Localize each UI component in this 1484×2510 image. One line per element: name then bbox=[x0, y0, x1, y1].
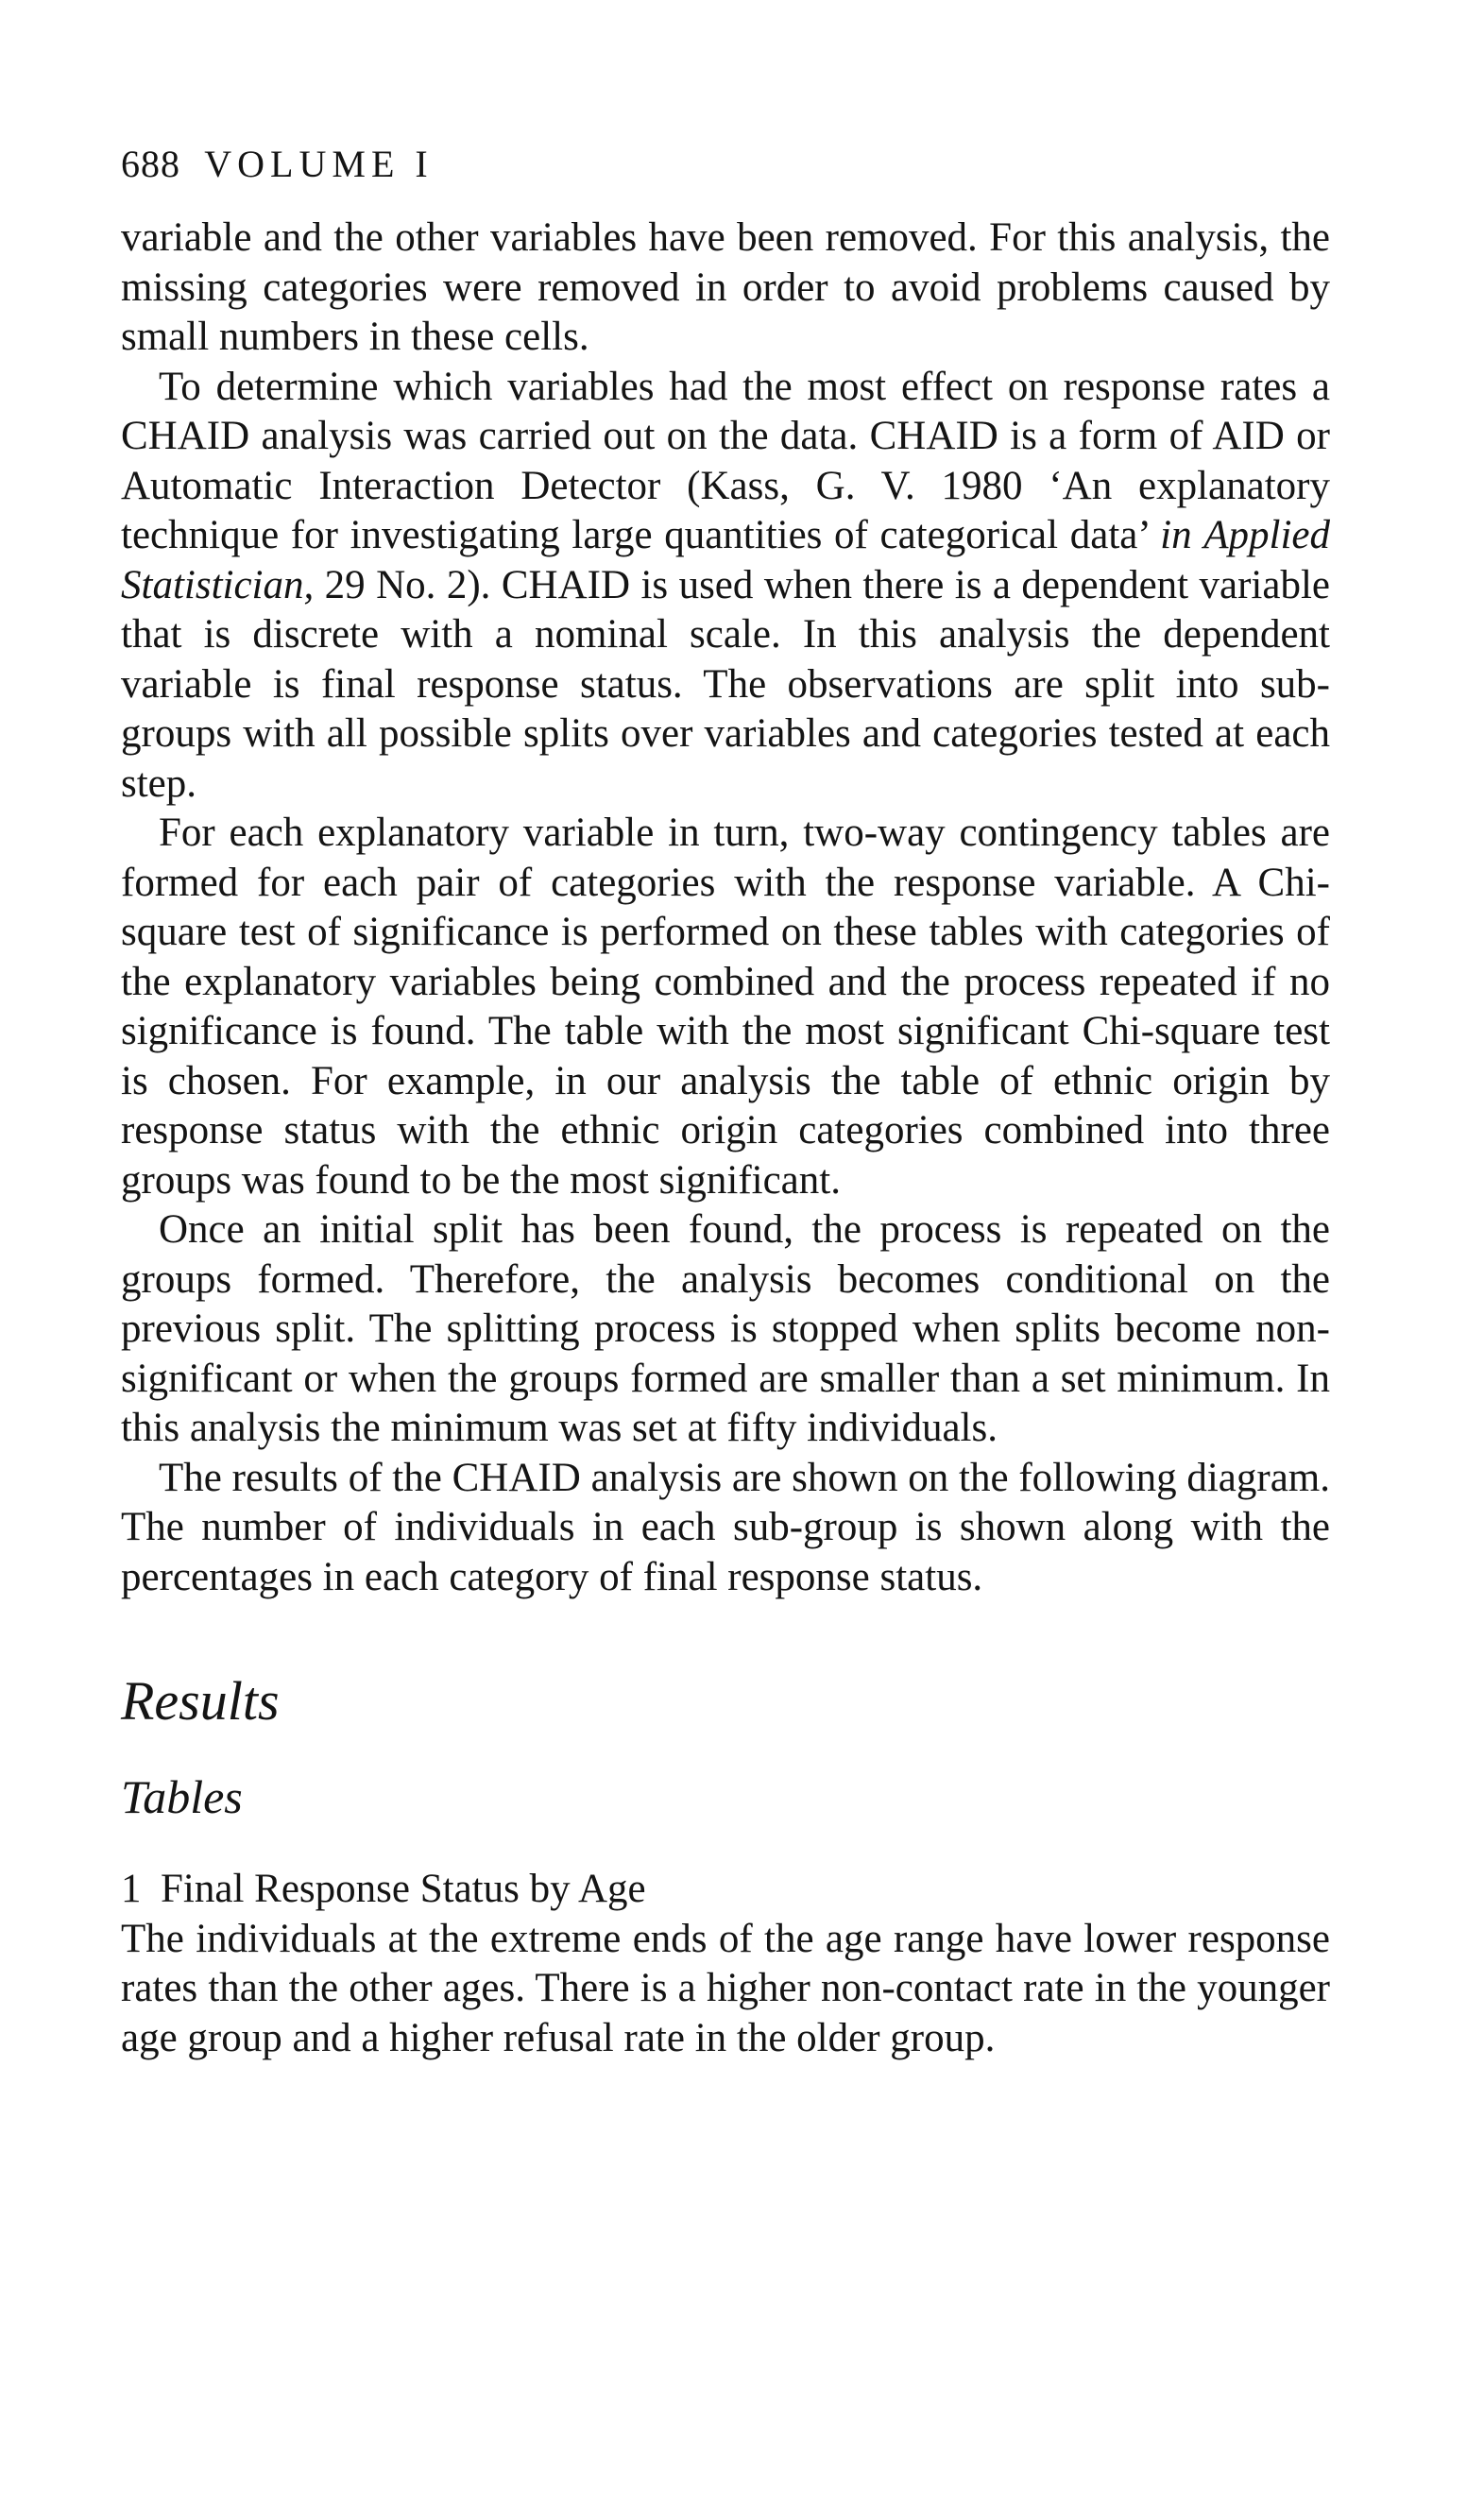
table-number: 1 bbox=[121, 1867, 142, 1911]
citation-journal: Applied Statistician, bbox=[121, 513, 1330, 607]
paragraph-chaid-intro-part-a: To determine which variables had the most effect on response rates a CHAID analysis was carried out on the data. CHAID is a form of AID or Automatic Interaction Detector (Kass, G. V. 1980 ‘An explanatory technique for investigating large quantities of categorical data’ bbox=[121, 364, 1330, 557]
volume-label: VOLUME I bbox=[204, 143, 434, 185]
paragraph-contingency: For each explanatory variable in turn, two-way contingency tables are formed for each pair of categories with the response variable. A Chi-square test of significance is performed on these tables with categories of the explanatory variables being combined and the process repeated if no significance is found. The table with the most significant Chi-square test is chosen. For example, in our analysis the table of ethnic origin by response status with the ethnic origin categories combined into three groups was found to be the most significant. bbox=[121, 811, 1330, 1203]
paragraph-results-diagram: The results of the CHAID analysis are shown on the following diagram. The number of individuals in each sub-group is shown along with the percentages in each category of final response status. bbox=[121, 1455, 1330, 1599]
running-head bbox=[121, 142, 1330, 187]
paragraph-continuation: variable and the other variables have been removed. For this analysis, the missing categories were removed in order to avoid problems caused by small numbers in these cells. bbox=[121, 215, 1330, 359]
section-heading-results: Results bbox=[121, 1670, 280, 1732]
table-heading bbox=[121, 1865, 1330, 1915]
paragraph-splitting: Once an initial split has been found, the process is repeated on the groups formed. Therefore, the analysis becomes conditional on the previous split. The splitting process is stopped when splits become non-significant or when the groups formed are smaller than a set minimum. In this analysis the minimum was set at fifty individuals. bbox=[121, 1207, 1330, 1450]
paragraph-chaid-intro bbox=[121, 363, 1330, 810]
document-page bbox=[121, 142, 1330, 2063]
paragraph-age-results: The individuals at the extreme ends of the age range have lower response rates than the other ages. There is a higher non-contact rate in the younger age group and a higher refusal rate in the older group. bbox=[121, 1916, 1330, 2060]
table-title: Final Response Status by Age bbox=[161, 1867, 646, 1911]
page-number: 688 bbox=[121, 143, 180, 185]
subsection-heading-tables: Tables bbox=[121, 1770, 243, 1823]
citation-in: in bbox=[1160, 513, 1192, 557]
paragraph-chaid-intro-part-b: 29 No. 2). CHAID is used when there is a dependent variable that is discrete with a nominal scale. In this analysis the dependent variable is final response status. The observations are split into sub-groups with all possible splits over variables and categories tested at each step. bbox=[121, 562, 1330, 806]
